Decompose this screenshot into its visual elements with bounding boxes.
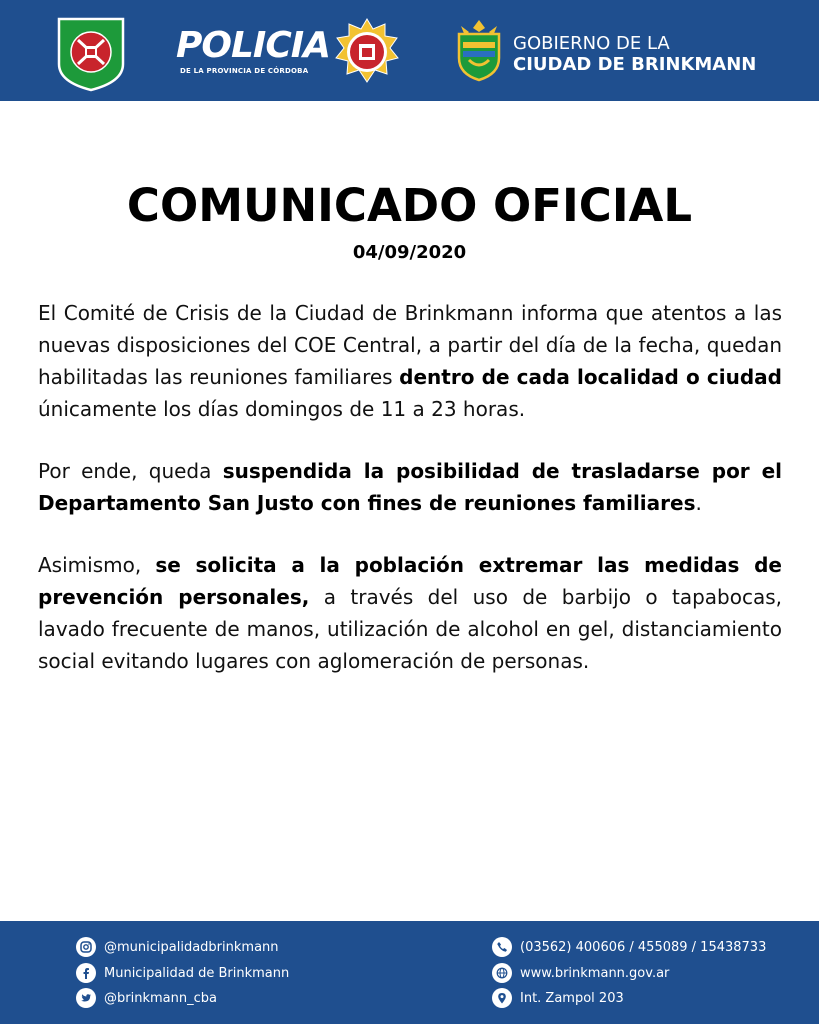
- instagram-handle: @municipalidadbrinkmann: [104, 939, 279, 955]
- paragraph-2-text-a: Por ende, queda: [38, 459, 223, 483]
- phone-numbers: (03562) 400606 / 455089 / 15438733: [520, 939, 767, 955]
- paragraph-2-bold: suspendida la posibilidad de trasladarse por el Departamento San Justo con fines de reuniones familiares: [38, 459, 783, 515]
- policia-title: POLICIA: [176, 25, 330, 66]
- instagram-icon: [76, 937, 96, 957]
- gobierno-line-2: CIUDAD DE BRINKMANN: [513, 54, 757, 75]
- paragraph-3-text-a: Asimismo,: [38, 553, 156, 577]
- paragraph-3-bold: se solicita a la población extremar las medidas de prevención personales,: [38, 553, 782, 609]
- police-star-badge-logo: [334, 18, 400, 86]
- footer-instagram[interactable]: [76, 936, 279, 958]
- paragraph-1-bold: dentro de cada localidad o ciudad: [399, 365, 782, 389]
- paragraph-1: [38, 297, 782, 425]
- twitter-handle: @brinkmann_cba: [104, 990, 217, 1006]
- page-title: COMUNICADO OFICIAL: [126, 179, 693, 232]
- facebook-icon: [76, 963, 96, 983]
- twitter-icon: [76, 988, 96, 1008]
- paragraph-2: [38, 455, 782, 519]
- paragraph-3-text-c: a través del uso de barbijo o tapabocas, lavado frecuente de manos, utilización de alcohol en gel, distanciamiento social evitando lugares con aglomeración de personas.: [38, 585, 782, 673]
- footer-twitter[interactable]: [76, 987, 217, 1009]
- announcement-date: 04/09/2020: [352, 242, 467, 263]
- brinkmann-shield-logo: [455, 18, 503, 82]
- globe-icon: [492, 963, 512, 983]
- footer-website[interactable]: [492, 962, 669, 984]
- facebook-page: Municipalidad de Brinkmann: [104, 965, 290, 981]
- gobierno-line-1: GOBIERNO DE LA: [513, 33, 670, 54]
- paragraph-2-text-c: .: [695, 491, 702, 515]
- announcement-body: [38, 297, 782, 707]
- website-url: www.brinkmann.gov.ar: [520, 965, 670, 981]
- footer-address[interactable]: [492, 987, 624, 1009]
- phone-icon: [492, 937, 512, 957]
- gobierno-wordmark: [513, 33, 793, 76]
- header-bar: [0, 0, 819, 101]
- footer-phone[interactable]: [492, 936, 766, 958]
- footer-bar: [0, 921, 819, 1024]
- bomberos-shield-logo: [56, 16, 126, 92]
- paragraph-3: [38, 549, 782, 677]
- paragraph-1-text-c: únicamente los días domingos de 11 a 23 horas.: [38, 397, 526, 421]
- paragraph-1-text-a: El Comité de Crisis de la Ciudad de Brinkmann informa que atentos a las nuevas disposiciones del COE Central, a partir del día de la fecha, quedan habilitadas las reuniones familiares: [38, 301, 782, 389]
- policia-wordmark: [176, 25, 330, 82]
- footer-facebook[interactable]: [76, 962, 289, 984]
- location-pin-icon: [492, 988, 512, 1008]
- address-text: Int. Zampol 203: [520, 990, 624, 1006]
- policia-subtitle: DE LA PROVINCIA DE CÓRDOBA: [180, 67, 309, 75]
